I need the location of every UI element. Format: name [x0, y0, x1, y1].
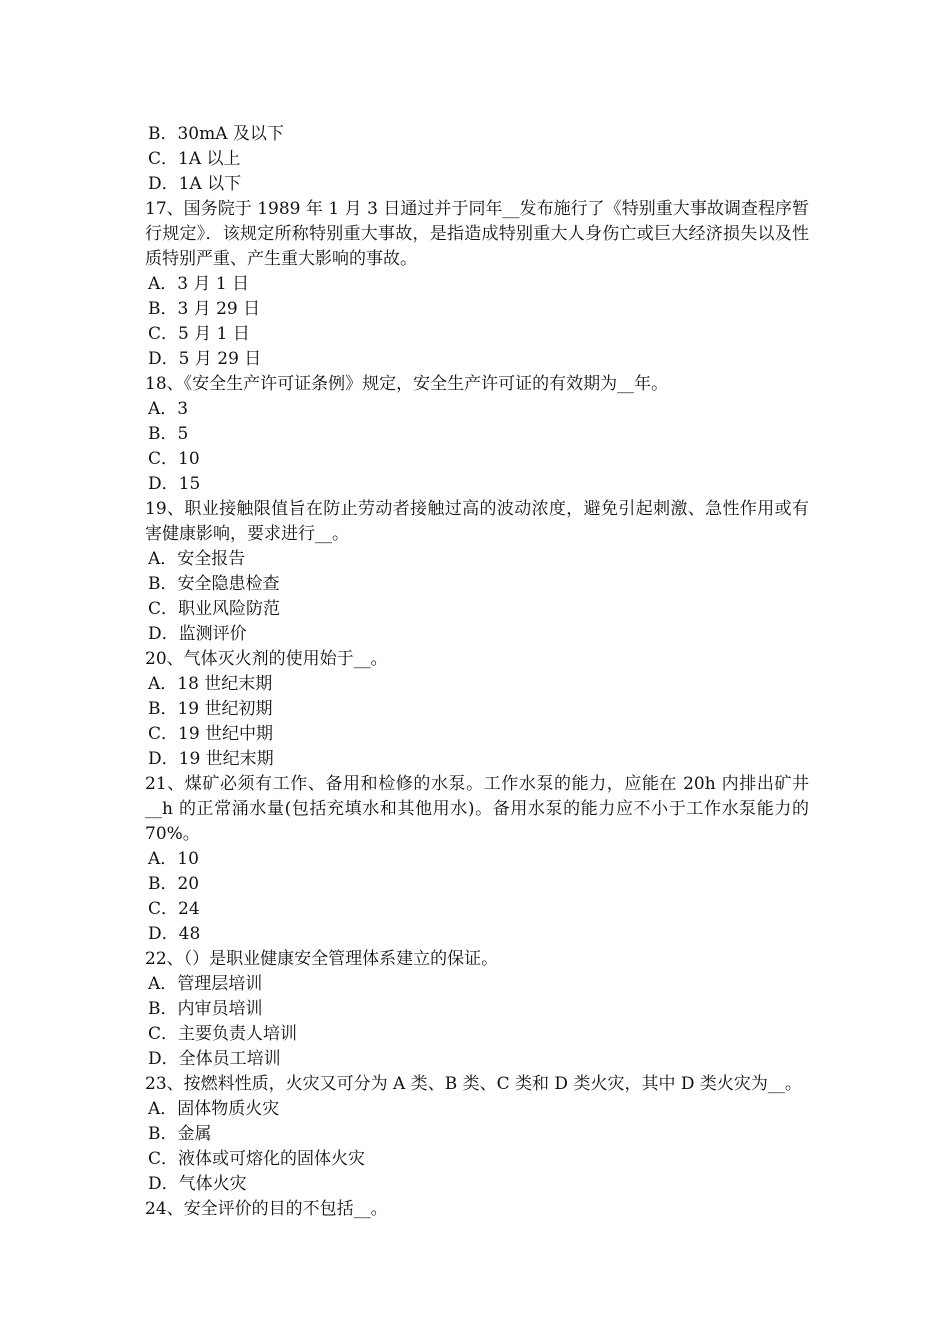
answer-option: C．液体或可熔化的固体火灾	[148, 1149, 366, 1169]
answer-option: D．1A 以下	[148, 174, 242, 194]
question-text: 18、《安全生产许可证条例》规定，安全生产许可证的有效期为__年。	[145, 374, 669, 394]
answer-option: A．管理层培训	[148, 974, 263, 994]
question-text: 21、煤矿必须有工作、备用和检修的水泵。工作水泵的能力，应能在 20h 内排出矿井__h 的正常涌水量(包括充填水和其他用水)。备用水泵的能力应不小于工作水泵能力的 70%。	[145, 774, 809, 844]
answer-option: A．10	[148, 849, 199, 869]
answer-option: C．19 世纪中期	[148, 724, 274, 744]
answer-option: B．3 月 29 日	[148, 299, 261, 319]
answer-option: D．19 世纪末期	[148, 749, 274, 769]
answer-option: C．主要负责人培训	[148, 1024, 298, 1044]
question-text: 23、按燃料性质，火灾又可分为 A 类、B 类、C 类和 D 类火灾，其中 D 类火灾为__。	[145, 1074, 802, 1094]
answer-option: D．气体火灾	[148, 1174, 247, 1194]
answer-option: D．监测评价	[148, 624, 247, 644]
answer-option: B．19 世纪初期	[148, 699, 273, 719]
answer-option: C．职业风险防范	[148, 599, 281, 619]
answer-option: D．5 月 29 日	[148, 349, 262, 369]
question-text: 20、气体灭火剂的使用始于__。	[145, 649, 388, 669]
answer-option: B．30mA 及以下	[148, 124, 284, 144]
answer-option: C．1A 以上	[148, 149, 241, 169]
answer-option: B．安全隐患检查	[148, 574, 280, 594]
answer-option: D．15	[148, 474, 201, 494]
answer-option: B．内审员培训	[148, 999, 263, 1019]
answer-option: A．3	[148, 399, 189, 419]
answer-option: A．3 月 1 日	[148, 274, 250, 294]
answer-option: D．48	[148, 924, 201, 944]
answer-option: C．5 月 1 日	[148, 324, 250, 344]
question-text: 19、职业接触限值旨在防止劳动者接触过高的波动浓度，避免引起刺激、急性作用或有害健康影响，要求进行__。	[145, 499, 809, 544]
answer-option: C．24	[148, 899, 200, 919]
answer-option: B．金属	[148, 1124, 212, 1144]
question-text: 24、安全评价的目的不包括__。	[145, 1199, 388, 1219]
answer-option: D．全体员工培训	[148, 1049, 281, 1069]
document-page	[145, 122, 809, 1222]
question-text: 22、（）是职业健康安全管理体系建立的保证。	[145, 949, 499, 969]
answer-option: A．固体物质火灾	[148, 1099, 280, 1119]
question-text: 17、国务院于 1989 年 1 月 3 日通过并于同年__发布施行了《特别重大事故调查程序暂行规定》．该规定所称特别重大事故，是指造成特别重大人身伤亡或巨大经济损失以及性质特别严重、产生重大影响的事故。	[145, 199, 809, 269]
answer-option: B．5	[148, 424, 189, 444]
answer-option: C．10	[148, 449, 200, 469]
answer-option: A．安全报告	[148, 549, 246, 569]
answer-option: B．20	[148, 874, 200, 894]
answer-option: A．18 世纪末期	[148, 674, 273, 694]
